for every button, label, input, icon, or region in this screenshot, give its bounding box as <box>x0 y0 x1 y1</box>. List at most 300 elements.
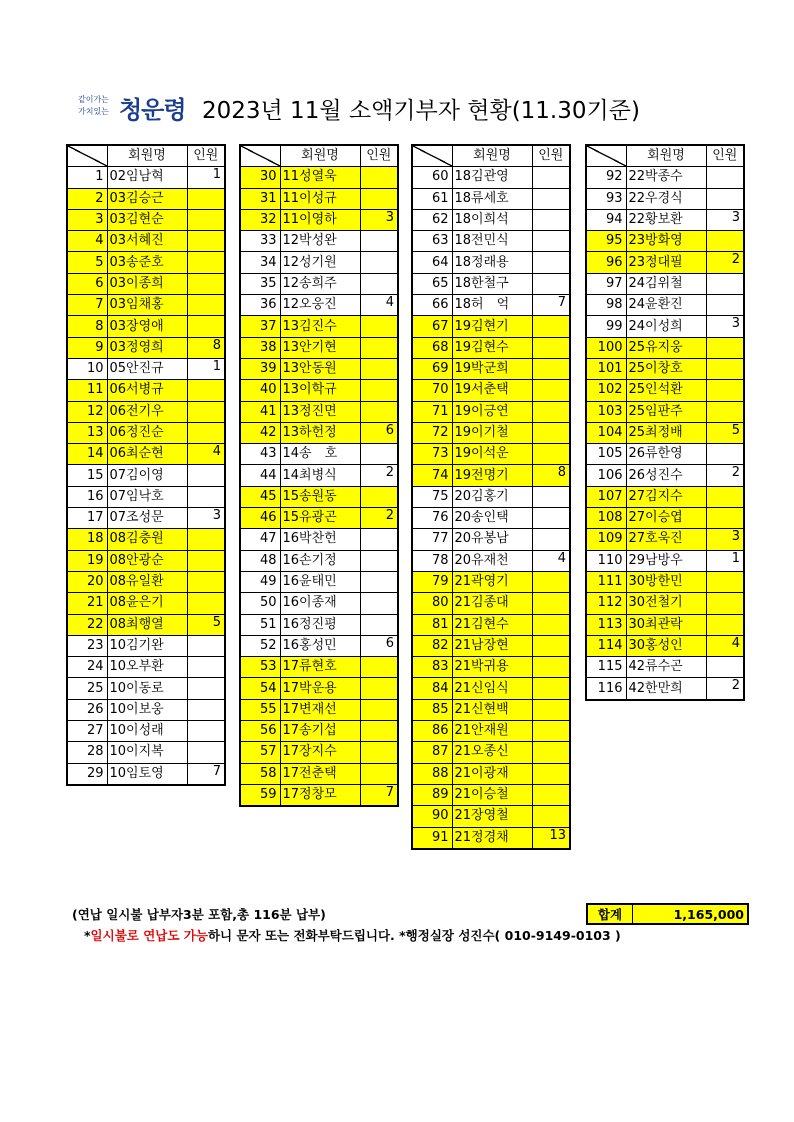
table-row <box>240 358 398 379</box>
member-name: 12송희주 <box>280 273 360 294</box>
row-number: 22 <box>67 614 107 635</box>
row-number: 105 <box>586 444 626 465</box>
table-row <box>412 699 570 720</box>
total-label: 합계 <box>587 904 633 924</box>
table-row <box>586 380 744 401</box>
member-count <box>532 486 570 507</box>
row-number: 32 <box>240 209 280 230</box>
table-row <box>412 188 570 209</box>
table-row <box>586 465 744 486</box>
member-name: 42한만희 <box>626 678 706 700</box>
row-number: 68 <box>412 337 452 358</box>
logo-slogan <box>78 94 109 118</box>
table-row <box>240 231 398 252</box>
row-number: 46 <box>240 508 280 529</box>
header-name: 회원명 <box>280 145 360 167</box>
member-count: 8 <box>532 465 570 486</box>
member-name: 21안재원 <box>452 721 532 742</box>
organization-logo <box>72 90 197 130</box>
row-number: 65 <box>412 273 452 294</box>
footer-note-contact <box>84 926 621 944</box>
member-name: 12성기원 <box>280 252 360 273</box>
member-name: 22박종수 <box>626 167 706 188</box>
member-name: 30전철기 <box>626 593 706 614</box>
table-row <box>67 188 225 209</box>
member-name: 03김현순 <box>107 209 187 230</box>
header-name: 회원명 <box>452 145 532 167</box>
table-row <box>67 614 225 635</box>
table-row <box>412 337 570 358</box>
row-number: 6 <box>67 273 107 294</box>
row-number: 87 <box>412 742 452 763</box>
table-row <box>586 231 744 252</box>
member-count: 2 <box>360 465 398 486</box>
table-row <box>412 209 570 230</box>
table-row <box>412 571 570 592</box>
member-name: 03이종희 <box>107 273 187 294</box>
member-name: 18전민식 <box>452 231 532 252</box>
member-name: 21박귀용 <box>452 657 532 678</box>
table-row <box>586 508 744 529</box>
member-name: 10김기완 <box>107 635 187 656</box>
table-row <box>240 593 398 614</box>
member-count <box>706 273 744 294</box>
row-number: 57 <box>240 742 280 763</box>
row-number: 110 <box>586 550 626 571</box>
table-row <box>586 209 744 230</box>
member-count: 2 <box>706 465 744 486</box>
member-count <box>360 337 398 358</box>
member-name: 16이종재 <box>280 593 360 614</box>
table-row <box>412 231 570 252</box>
table-row <box>67 465 225 486</box>
row-number: 67 <box>412 316 452 337</box>
member-name: 21김현수 <box>452 614 532 635</box>
member-count <box>706 657 744 678</box>
row-number: 78 <box>412 550 452 571</box>
member-count <box>706 486 744 507</box>
member-name: 07김이영 <box>107 465 187 486</box>
row-number: 24 <box>67 657 107 678</box>
member-count <box>187 742 225 763</box>
row-number: 12 <box>67 401 107 422</box>
row-number: 89 <box>412 784 452 805</box>
table-row <box>412 167 570 188</box>
note-star: * <box>84 928 91 943</box>
table-row <box>586 316 744 337</box>
table-row <box>412 273 570 294</box>
table-row <box>240 699 398 720</box>
row-number: 45 <box>240 486 280 507</box>
member-name: 21신현백 <box>452 699 532 720</box>
table-row <box>67 209 225 230</box>
member-name: 25최정배 <box>626 422 706 443</box>
member-count <box>360 550 398 571</box>
member-count <box>706 337 744 358</box>
member-name: 12박성완 <box>280 231 360 252</box>
row-number: 38 <box>240 337 280 358</box>
table-row <box>586 614 744 635</box>
table-row <box>240 422 398 443</box>
member-name: 08안광순 <box>107 550 187 571</box>
member-count <box>532 763 570 784</box>
member-count <box>187 316 225 337</box>
member-count <box>706 401 744 422</box>
row-number: 97 <box>586 273 626 294</box>
row-number: 52 <box>240 635 280 656</box>
table-row <box>240 209 398 230</box>
table-row <box>240 316 398 337</box>
member-name: 21신임식 <box>452 678 532 699</box>
donor-table-3 <box>411 144 571 850</box>
member-count <box>706 571 744 592</box>
member-name: 10이동로 <box>107 678 187 699</box>
member-name: 18정래용 <box>452 252 532 273</box>
table-row <box>412 465 570 486</box>
member-count <box>706 508 744 529</box>
table-row <box>412 593 570 614</box>
member-count <box>360 252 398 273</box>
member-name: 16홍성민 <box>280 635 360 656</box>
member-name: 10이보웅 <box>107 699 187 720</box>
table-row <box>67 380 225 401</box>
member-name: 05안진규 <box>107 358 187 379</box>
row-number: 51 <box>240 614 280 635</box>
row-number: 71 <box>412 401 452 422</box>
member-name: 25인석환 <box>626 380 706 401</box>
member-count <box>532 231 570 252</box>
table-row <box>586 486 744 507</box>
member-name: 24김위철 <box>626 273 706 294</box>
member-count <box>360 657 398 678</box>
row-number: 93 <box>586 188 626 209</box>
member-count <box>532 699 570 720</box>
table-row <box>412 529 570 550</box>
row-number: 49 <box>240 571 280 592</box>
member-count <box>360 486 398 507</box>
member-name: 08유일환 <box>107 571 187 592</box>
member-count <box>187 571 225 592</box>
page-title: 2023년 11월 소액기부자 현황(11.30기준) <box>202 98 640 124</box>
member-name: 03김승근 <box>107 188 187 209</box>
row-number: 50 <box>240 593 280 614</box>
member-count <box>532 337 570 358</box>
member-name: 14송 호 <box>280 444 360 465</box>
member-count <box>360 763 398 784</box>
member-count <box>706 614 744 635</box>
member-count <box>532 678 570 699</box>
member-name: 06최순현 <box>107 444 187 465</box>
row-number: 27 <box>67 721 107 742</box>
row-number: 34 <box>240 252 280 273</box>
row-number: 73 <box>412 444 452 465</box>
table-row <box>412 508 570 529</box>
table-row <box>240 188 398 209</box>
row-number: 58 <box>240 763 280 784</box>
member-name: 06서병규 <box>107 380 187 401</box>
member-name: 15송원동 <box>280 486 360 507</box>
row-number: 85 <box>412 699 452 720</box>
row-number: 88 <box>412 763 452 784</box>
table-row <box>67 444 225 465</box>
table-row <box>240 742 398 763</box>
header-corner-cell <box>240 145 280 167</box>
row-number: 106 <box>586 465 626 486</box>
member-count <box>532 444 570 465</box>
table-row <box>586 252 744 273</box>
member-name: 13정진면 <box>280 401 360 422</box>
member-name: 25임판주 <box>626 401 706 422</box>
member-name: 17정창모 <box>280 784 360 806</box>
table-row <box>240 380 398 401</box>
row-number: 96 <box>586 252 626 273</box>
member-count: 4 <box>360 295 398 316</box>
row-number: 75 <box>412 486 452 507</box>
member-name: 19김현기 <box>452 316 532 337</box>
row-number: 3 <box>67 209 107 230</box>
row-number: 104 <box>586 422 626 443</box>
table-row <box>67 571 225 592</box>
member-name: 17송기섭 <box>280 721 360 742</box>
member-count: 1 <box>187 167 225 188</box>
table-row <box>240 167 398 188</box>
table-row <box>412 358 570 379</box>
logo-brand-text: 청운령 <box>119 96 186 124</box>
row-number: 25 <box>67 678 107 699</box>
row-number: 70 <box>412 380 452 401</box>
row-number: 37 <box>240 316 280 337</box>
member-name: 25이창호 <box>626 358 706 379</box>
table-row <box>240 401 398 422</box>
member-count <box>706 295 744 316</box>
member-count <box>532 188 570 209</box>
row-number: 17 <box>67 508 107 529</box>
row-number: 111 <box>586 571 626 592</box>
table-row <box>412 742 570 763</box>
table-header-row <box>240 145 398 167</box>
member-name: 11이성규 <box>280 188 360 209</box>
member-name: 10이지복 <box>107 742 187 763</box>
member-name: 16손기정 <box>280 550 360 571</box>
member-name: 21장영철 <box>452 806 532 827</box>
member-name: 03송준호 <box>107 252 187 273</box>
table-row <box>586 188 744 209</box>
member-count: 6 <box>360 422 398 443</box>
member-count <box>706 188 744 209</box>
header-corner-cell <box>412 145 452 167</box>
table-row <box>240 465 398 486</box>
row-number: 109 <box>586 529 626 550</box>
member-count: 3 <box>706 529 744 550</box>
table-row <box>412 550 570 571</box>
row-number: 41 <box>240 401 280 422</box>
row-number: 47 <box>240 529 280 550</box>
member-count <box>187 699 225 720</box>
table-row <box>67 657 225 678</box>
row-number: 30 <box>240 167 280 188</box>
member-count <box>532 806 570 827</box>
member-count <box>706 444 744 465</box>
member-count <box>532 571 570 592</box>
table-row <box>67 295 225 316</box>
table-row <box>412 763 570 784</box>
row-number: 7 <box>67 295 107 316</box>
member-name: 10이성래 <box>107 721 187 742</box>
row-number: 113 <box>586 614 626 635</box>
row-number: 21 <box>67 593 107 614</box>
member-count: 1 <box>187 358 225 379</box>
member-name: 06정진순 <box>107 422 187 443</box>
member-count: 5 <box>706 422 744 443</box>
row-number: 76 <box>412 508 452 529</box>
table-row <box>412 252 570 273</box>
table-row <box>67 486 225 507</box>
table-row <box>412 678 570 699</box>
row-number: 95 <box>586 231 626 252</box>
row-number: 19 <box>67 550 107 571</box>
member-count <box>706 231 744 252</box>
member-name: 19이긍연 <box>452 401 532 422</box>
member-name: 18이희석 <box>452 209 532 230</box>
row-number: 4 <box>67 231 107 252</box>
row-number: 2 <box>67 188 107 209</box>
member-name: 08윤은기 <box>107 593 187 614</box>
member-count <box>532 209 570 230</box>
member-count <box>532 316 570 337</box>
table-row <box>67 763 225 785</box>
table-row <box>586 401 744 422</box>
table-row <box>67 678 225 699</box>
note-contact-text: 하니 문자 또는 전화부탁드립니다. *행정실장 성진수( 010-9149-0103 ) <box>207 928 621 943</box>
table-header-row <box>67 145 225 167</box>
row-number: 81 <box>412 614 452 635</box>
member-name: 20유재천 <box>452 550 532 571</box>
table-row <box>586 635 744 656</box>
table-row <box>586 273 744 294</box>
member-count <box>532 401 570 422</box>
member-count: 3 <box>706 316 744 337</box>
member-name: 21이승철 <box>452 784 532 805</box>
table-row <box>412 295 570 316</box>
row-number: 35 <box>240 273 280 294</box>
member-name: 13이학규 <box>280 380 360 401</box>
member-count <box>187 273 225 294</box>
row-number: 40 <box>240 380 280 401</box>
member-count: 3 <box>706 209 744 230</box>
header-count: 인원 <box>706 145 744 167</box>
table-row <box>67 593 225 614</box>
member-name: 17류현호 <box>280 657 360 678</box>
member-count: 8 <box>187 337 225 358</box>
row-number: 94 <box>586 209 626 230</box>
member-name: 19박군희 <box>452 358 532 379</box>
member-name: 24윤환진 <box>626 295 706 316</box>
table-row <box>67 273 225 294</box>
table-row <box>586 422 744 443</box>
member-count <box>360 721 398 742</box>
member-count <box>187 721 225 742</box>
member-name: 21남장현 <box>452 635 532 656</box>
table-row <box>586 358 744 379</box>
member-name: 22황보환 <box>626 209 706 230</box>
member-count <box>187 635 225 656</box>
table-row <box>240 337 398 358</box>
member-name: 07조성문 <box>107 508 187 529</box>
table-row <box>586 657 744 678</box>
row-number: 29 <box>67 763 107 785</box>
member-count <box>187 380 225 401</box>
row-number: 39 <box>240 358 280 379</box>
table-row <box>67 337 225 358</box>
table-row <box>240 252 398 273</box>
row-number: 77 <box>412 529 452 550</box>
table-row <box>412 316 570 337</box>
table-row <box>412 614 570 635</box>
row-number: 82 <box>412 635 452 656</box>
row-number: 61 <box>412 188 452 209</box>
row-number: 28 <box>67 742 107 763</box>
total-value: 1,165,000 <box>633 904 749 924</box>
header-count: 인원 <box>360 145 398 167</box>
table-row <box>412 657 570 678</box>
member-count <box>360 444 398 465</box>
member-name: 19김현수 <box>452 337 532 358</box>
member-name: 42류수곤 <box>626 657 706 678</box>
member-count <box>360 358 398 379</box>
row-number: 53 <box>240 657 280 678</box>
row-number: 14 <box>67 444 107 465</box>
member-count: 4 <box>706 635 744 656</box>
member-name: 15유광곤 <box>280 508 360 529</box>
table-row <box>412 486 570 507</box>
member-count <box>532 657 570 678</box>
table-row <box>586 678 744 700</box>
member-count <box>187 401 225 422</box>
member-name: 10오부환 <box>107 657 187 678</box>
member-name: 19이기철 <box>452 422 532 443</box>
header-count: 인원 <box>187 145 225 167</box>
table-row <box>240 571 398 592</box>
member-name: 07임낙호 <box>107 486 187 507</box>
member-name: 14최병식 <box>280 465 360 486</box>
member-count <box>360 380 398 401</box>
member-count <box>360 614 398 635</box>
row-number: 59 <box>240 784 280 806</box>
member-count <box>360 742 398 763</box>
row-number: 44 <box>240 465 280 486</box>
row-number: 103 <box>586 401 626 422</box>
member-count <box>187 657 225 678</box>
member-count: 7 <box>360 784 398 806</box>
table-row <box>240 295 398 316</box>
table-row <box>586 444 744 465</box>
note-highlight: 일시불로 연납도 가능 <box>90 928 208 943</box>
row-number: 99 <box>586 316 626 337</box>
table-row <box>412 806 570 827</box>
member-count <box>187 593 225 614</box>
table-row <box>586 295 744 316</box>
member-name: 13안동원 <box>280 358 360 379</box>
table-row <box>67 316 225 337</box>
table-row <box>67 252 225 273</box>
row-number: 42 <box>240 422 280 443</box>
member-name: 30방한민 <box>626 571 706 592</box>
row-number: 107 <box>586 486 626 507</box>
row-number: 80 <box>412 593 452 614</box>
member-count: 13 <box>532 827 570 849</box>
row-number: 26 <box>67 699 107 720</box>
member-count: 2 <box>706 252 744 273</box>
